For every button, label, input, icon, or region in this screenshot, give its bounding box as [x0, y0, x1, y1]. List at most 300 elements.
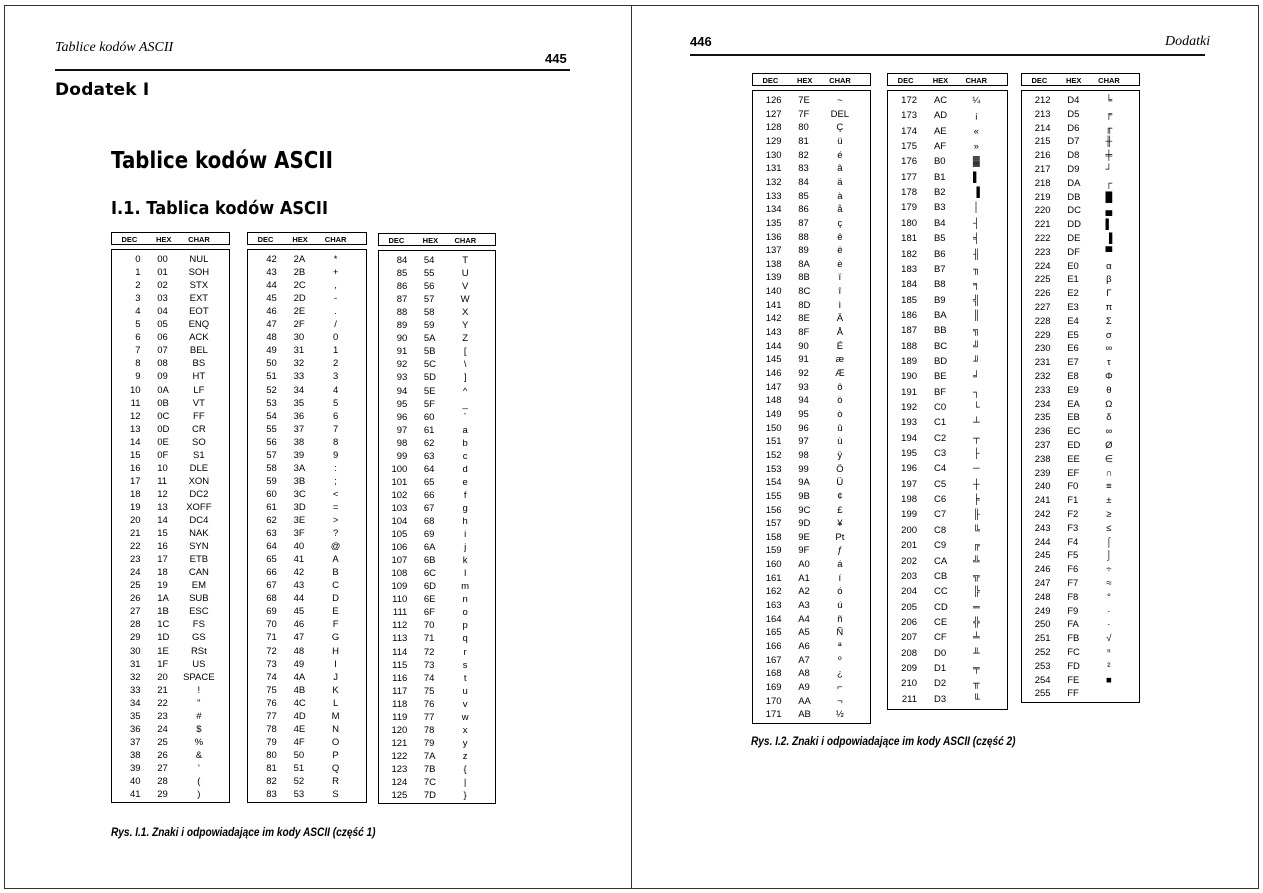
hex-value: F0 — [1067, 481, 1079, 493]
hex-value: 28 — [157, 776, 168, 787]
dec-value: 148 — [765, 395, 782, 407]
char-value: ENQ — [188, 319, 210, 331]
char-value: NAK — [189, 528, 209, 540]
char-value: CAN — [188, 567, 209, 579]
dec-value: 18 — [129, 488, 141, 500]
hex-value: 71 — [423, 633, 435, 645]
dec-value: 161 — [765, 572, 782, 584]
hex-value: 10 — [157, 462, 168, 474]
dec-value: 86 — [396, 281, 408, 293]
dec-value: 23 — [129, 554, 141, 566]
char-value: θ — [1106, 384, 1112, 396]
dec-value: 147 — [765, 381, 782, 393]
dec-value: 85 — [396, 268, 408, 280]
char-value: Γ — [1106, 288, 1112, 300]
dec-value: 212 — [1034, 95, 1051, 106]
char-value: ETB — [189, 554, 209, 566]
dec-value: 251 — [1034, 633, 1051, 645]
char-value: ñ — [837, 613, 843, 625]
hex-value: E8 — [1067, 371, 1079, 382]
char-value: ∞ — [1105, 426, 1113, 438]
table-row — [248, 344, 368, 357]
char-value: ╤ — [972, 662, 980, 674]
table-row — [248, 397, 368, 410]
table-row — [888, 570, 1009, 583]
char-value: π — [1105, 302, 1113, 313]
dec-value: 214 — [1034, 122, 1051, 134]
char-value: y — [462, 737, 468, 749]
hex-value: 4C — [293, 697, 306, 709]
table-row — [248, 710, 368, 723]
hex-value: CD — [933, 601, 948, 613]
dec-value: 101 — [391, 476, 408, 488]
table-row — [753, 681, 872, 694]
table-body — [887, 90, 1008, 710]
dec-value: 48 — [266, 332, 277, 344]
dec-value: 46 — [266, 306, 277, 318]
appendix-title: Dodatek I — [55, 80, 150, 100]
char-value: , — [334, 280, 337, 292]
table-row — [1022, 563, 1141, 576]
table-row — [1022, 384, 1141, 397]
hex-value: 44 — [293, 593, 305, 605]
hex-value: 98 — [798, 449, 809, 461]
table-row — [379, 371, 497, 384]
dec-value: 146 — [765, 368, 782, 379]
char-value: ╩ — [972, 555, 980, 567]
char-value: ┬ — [972, 432, 980, 444]
dec-value: 245 — [1034, 550, 1051, 562]
hex-value: 5F — [423, 398, 435, 410]
table-row — [112, 631, 231, 644]
hex-value: FE — [1067, 674, 1080, 686]
table-row — [248, 723, 368, 736]
table-row — [112, 292, 231, 305]
dec-value: 176 — [901, 156, 918, 168]
hex-value: A5 — [798, 627, 810, 639]
dec-value: 178 — [901, 187, 918, 199]
table-row — [753, 176, 872, 189]
dec-value: 159 — [765, 545, 782, 557]
dec-value: 75 — [266, 684, 277, 696]
dec-value: 6 — [135, 332, 141, 344]
dec-value: 36 — [129, 723, 141, 735]
hex-value: 7C — [423, 777, 436, 788]
char-value: í — [838, 572, 842, 584]
table-row — [888, 508, 1009, 521]
dec-value: 83 — [266, 789, 277, 801]
dec-value: 165 — [765, 627, 782, 639]
char-value: ╘ — [1105, 95, 1113, 106]
table-row — [888, 601, 1009, 614]
table-row — [753, 217, 872, 230]
char-value: b — [462, 437, 468, 449]
char-value: ¡ — [974, 110, 978, 122]
table-row — [248, 749, 368, 762]
hex-value: DC — [1067, 205, 1081, 217]
dec-value: 122 — [391, 750, 408, 762]
hex-value: 6A — [423, 542, 436, 554]
hex-value: EF — [1067, 467, 1080, 479]
hex-value: F1 — [1067, 495, 1079, 507]
dec-value: 62 — [266, 515, 277, 526]
hex-value: F4 — [1067, 536, 1079, 548]
char-value: BS — [192, 358, 206, 370]
hex-value: A3 — [798, 600, 810, 612]
table-body — [378, 250, 496, 804]
hex-value: A6 — [798, 641, 810, 652]
char-value: Q — [331, 762, 340, 774]
dec-value: 7 — [135, 345, 141, 357]
table-row — [753, 654, 872, 667]
table-row — [379, 280, 497, 293]
hex-value: F6 — [1067, 564, 1079, 576]
char-value: ╝ — [972, 340, 980, 352]
char-value: EM — [191, 580, 206, 592]
dec-value: 247 — [1034, 578, 1051, 589]
table-row — [1022, 660, 1141, 673]
char-value: ═ — [972, 601, 980, 613]
table-row — [379, 685, 497, 698]
char-value: « — [973, 125, 979, 137]
hex-value: 1C — [157, 619, 170, 631]
dec-value: 209 — [901, 662, 918, 674]
char-value: ª — [838, 641, 842, 652]
table-row — [888, 370, 1009, 383]
table-header — [111, 232, 230, 245]
table-row — [379, 254, 497, 267]
hex-value: 5A — [423, 333, 436, 345]
dec-value: 228 — [1034, 315, 1051, 327]
dec-value: 55 — [266, 423, 277, 435]
hex-value: 54 — [423, 255, 435, 266]
table-row — [379, 293, 497, 306]
char-value: DC4 — [189, 515, 209, 526]
table-header — [247, 232, 367, 245]
table-row — [248, 762, 368, 775]
hex-value: 1D — [157, 632, 170, 644]
dec-value: 170 — [765, 695, 782, 707]
char-value: l — [464, 568, 467, 580]
table-row — [888, 309, 1009, 322]
hex-value: C9 — [933, 540, 947, 552]
table-row — [1022, 425, 1141, 438]
dec-value: 102 — [391, 489, 408, 501]
char-value: · — [1107, 619, 1111, 631]
left-running-title: Tablice kodów ASCII — [55, 40, 174, 55]
char-value: σ — [1105, 329, 1112, 341]
table-row — [112, 579, 231, 592]
hex-value: 58 — [423, 307, 435, 319]
table-row — [248, 605, 368, 618]
char-value: ¬ — [837, 695, 843, 707]
dec-value: 100 — [391, 463, 408, 475]
hex-value: B2 — [933, 187, 946, 199]
hex-value: 43 — [293, 580, 305, 592]
hex-value: 38 — [293, 436, 305, 448]
dec-value: 104 — [391, 516, 408, 527]
hex-value: FA — [1067, 619, 1079, 631]
hex-value: 5D — [423, 372, 436, 384]
right-running-title: Dodatki — [1165, 34, 1211, 49]
dec-value: 11 — [130, 397, 141, 409]
hex-value: 40 — [293, 541, 305, 553]
char-value: ò — [837, 408, 843, 420]
hex-value: 19 — [157, 580, 168, 592]
hex-value: 59 — [423, 320, 435, 332]
hex-value: BE — [933, 371, 947, 383]
char-value: Ø — [1105, 440, 1113, 451]
char-value: ▌ — [972, 171, 980, 183]
char-value: | — [463, 777, 467, 788]
hex-value: A4 — [798, 613, 810, 625]
char-value: ⁿ — [1107, 647, 1111, 658]
dec-value: 44 — [266, 280, 277, 292]
hex-value: AA — [798, 695, 811, 707]
dec-value: 42 — [266, 254, 277, 265]
hex-value: 3E — [293, 515, 306, 526]
table-row — [112, 331, 231, 344]
dec-value: 5 — [135, 319, 141, 331]
char-value: å — [837, 204, 843, 216]
hex-value: 77 — [423, 711, 435, 723]
dec-value: 180 — [901, 217, 918, 229]
dec-value: 93 — [396, 372, 408, 384]
hex-value: D3 — [933, 693, 947, 705]
char-value: Æ — [835, 368, 845, 379]
hex-value: 4D — [293, 710, 306, 722]
table-row — [1022, 301, 1141, 314]
table-row — [1022, 467, 1141, 480]
hex-value: 7B — [423, 763, 436, 775]
hex-value: D4 — [1067, 95, 1080, 106]
dec-value: 95 — [396, 398, 408, 410]
dec-value: 234 — [1034, 398, 1051, 410]
dec-value: 160 — [765, 559, 782, 571]
char-value: 3 — [332, 371, 339, 383]
dec-value: 32 — [129, 671, 141, 683]
table-row — [888, 171, 1009, 184]
dec-value: 1 — [135, 267, 141, 279]
table-row — [753, 408, 872, 421]
char-value: ⌠ — [1105, 536, 1112, 548]
hex-value: C2 — [933, 432, 947, 444]
hex-value: C0 — [933, 402, 947, 413]
char-value: 0 — [332, 332, 339, 344]
dec-value: 145 — [765, 354, 782, 366]
dec-value: 49 — [266, 345, 277, 357]
hex-value: 14 — [157, 515, 168, 526]
hex-value: 22 — [157, 697, 168, 709]
table-row — [753, 422, 872, 435]
char-value: ! — [197, 684, 201, 696]
hex-value: BB — [933, 325, 947, 337]
dec-value: 172 — [901, 95, 918, 106]
dec-value: 67 — [266, 580, 277, 592]
char-value: W — [460, 294, 470, 306]
char-value: LF — [193, 384, 205, 396]
hex-value: 2C — [293, 280, 306, 292]
hex-value: EE — [1067, 453, 1080, 465]
table-row — [248, 697, 368, 710]
column-header-hex: HEX — [422, 236, 439, 245]
char-value: O — [331, 736, 340, 748]
dec-value: 118 — [392, 698, 408, 710]
char-value: à — [837, 190, 843, 202]
right-page-number: 446 — [690, 34, 712, 49]
table-row — [379, 398, 497, 411]
dec-value: 30 — [129, 645, 141, 657]
char-value: ├ — [972, 448, 980, 460]
hex-value: 67 — [423, 502, 435, 514]
table-row — [379, 489, 497, 502]
hex-value: 48 — [293, 645, 305, 657]
hex-value: 3A — [293, 462, 306, 474]
char-value: V — [461, 281, 469, 293]
hex-value: 78 — [423, 724, 435, 736]
char-value: ⌐ — [837, 681, 843, 693]
char-value: 6 — [332, 410, 339, 422]
hex-value: 0B — [157, 397, 169, 409]
dec-value: 79 — [266, 736, 277, 748]
hex-value: EA — [1067, 398, 1080, 410]
dec-value: 207 — [901, 632, 918, 644]
table-row — [379, 502, 497, 515]
table-row — [753, 667, 872, 680]
hex-value: 12 — [157, 488, 168, 500]
char-value: ▓ — [972, 156, 980, 168]
hex-value: 57 — [423, 294, 435, 306]
dec-value: 121 — [391, 737, 408, 749]
dec-value: 109 — [391, 581, 408, 593]
char-value: τ — [1106, 357, 1111, 369]
hex-value: 51 — [293, 762, 305, 774]
hex-value: 0A — [157, 384, 169, 396]
char-value: ; — [334, 475, 337, 487]
dec-value: 68 — [266, 593, 277, 605]
table-row — [379, 672, 497, 685]
table-row — [379, 580, 497, 593]
dec-value: 157 — [765, 518, 782, 530]
hex-value: CF — [933, 632, 947, 644]
char-value: SO — [191, 436, 206, 448]
table-row — [248, 423, 368, 436]
left-header-rule — [55, 69, 570, 71]
char-value: Ö — [836, 463, 844, 475]
hex-value: 8A — [798, 258, 810, 270]
hex-value: B1 — [933, 171, 946, 183]
table-row — [888, 539, 1009, 552]
dec-value: 230 — [1034, 343, 1051, 355]
char-value: ▄ — [1105, 205, 1113, 217]
dec-value: 45 — [266, 293, 277, 305]
hex-value: A7 — [798, 654, 810, 666]
hex-value: 76 — [423, 698, 435, 710]
dec-value: 255 — [1034, 688, 1051, 700]
table-row — [888, 631, 1009, 644]
dec-value: 198 — [901, 494, 918, 506]
table-row — [753, 203, 872, 216]
table-row — [1022, 508, 1141, 521]
hex-value: 64 — [423, 463, 435, 475]
hex-value: C5 — [933, 478, 947, 490]
table-row — [1022, 522, 1141, 535]
char-value: J — [333, 671, 338, 683]
dec-value: 196 — [901, 463, 918, 475]
dec-value: 135 — [765, 217, 782, 229]
hex-value: 8C — [798, 286, 811, 298]
dec-value: 151 — [765, 436, 782, 448]
table-row — [248, 788, 368, 801]
dec-value: 84 — [396, 255, 408, 266]
hex-value: 69 — [423, 529, 435, 541]
char-value: ù — [837, 436, 843, 448]
char-value: @ — [330, 541, 341, 553]
hex-value: 7A — [423, 750, 436, 762]
dec-value: 238 — [1034, 453, 1051, 465]
dec-value: 164 — [765, 613, 782, 625]
table-row — [379, 737, 497, 750]
char-value: ▐ — [1105, 233, 1113, 244]
hex-value: 16 — [157, 541, 168, 553]
char-value: q — [462, 633, 468, 645]
dec-value: 233 — [1034, 384, 1051, 396]
table-row — [248, 671, 368, 684]
hex-value: 2D — [293, 293, 306, 305]
table-row — [379, 750, 497, 763]
hex-value: 21 — [157, 684, 168, 696]
hex-value: 66 — [423, 489, 435, 501]
char-value: e — [462, 476, 468, 488]
column-header-hex: HEX — [292, 235, 308, 244]
dec-value: 53 — [266, 397, 277, 409]
char-value: Pt — [835, 531, 845, 543]
hex-value: D9 — [1067, 164, 1080, 175]
dec-value: 194 — [901, 432, 918, 444]
dec-value: 206 — [901, 616, 918, 628]
table-row — [1022, 370, 1141, 383]
table-row — [753, 449, 872, 462]
hex-value: 4F — [293, 736, 305, 748]
hex-value: B0 — [933, 156, 946, 168]
table-row — [248, 305, 368, 318]
char-value: ╖ — [972, 263, 980, 275]
char-value: ½ — [835, 709, 844, 721]
table-row — [248, 331, 368, 344]
dec-value: 225 — [1034, 274, 1051, 286]
dec-value: 139 — [765, 272, 782, 284]
dec-value: 141 — [765, 299, 782, 311]
dec-value: 103 — [391, 502, 408, 514]
table-row — [248, 553, 368, 566]
dec-value: 4 — [135, 306, 141, 318]
hex-value: DD — [1067, 219, 1081, 231]
char-value: 4 — [332, 384, 339, 396]
hex-value: FB — [1067, 633, 1080, 645]
table-row — [1022, 453, 1141, 466]
dec-value: 26 — [129, 593, 141, 605]
hex-value: 24 — [157, 723, 168, 735]
char-value: a — [462, 424, 468, 436]
dec-value: 13 — [129, 423, 141, 435]
dec-value: 197 — [901, 478, 918, 490]
table-row — [888, 109, 1009, 122]
hex-value: DE — [1067, 233, 1081, 244]
hex-value: 8F — [798, 327, 810, 339]
hex-value: E0 — [1067, 260, 1079, 272]
table-row — [112, 723, 231, 736]
hex-value: 26 — [157, 749, 168, 761]
